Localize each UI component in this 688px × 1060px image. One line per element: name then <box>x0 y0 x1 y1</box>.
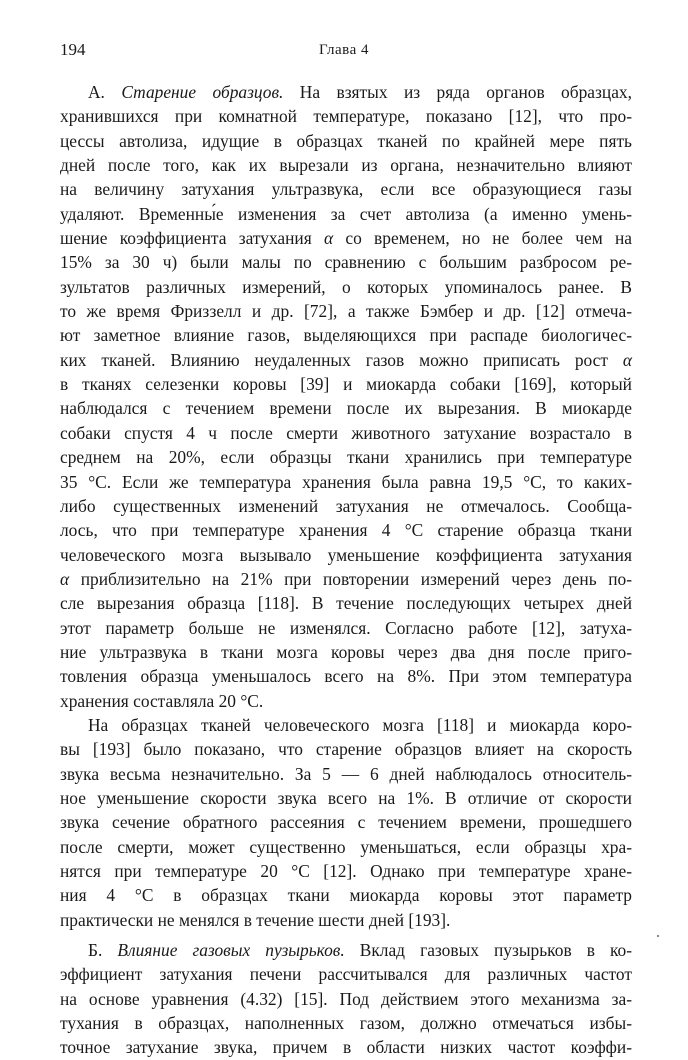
section-a-line: 35 °C. Если же температура хранения была равна 19,5 °C, то каких- <box>60 471 632 492</box>
section-a-line: ние ультразвука в ткани мозга коровы через два дня после приго- <box>60 641 632 662</box>
body-text <box>60 80 632 1060</box>
section-a-line: α приблизительно на 21% при повторении измерений через день по- <box>60 568 632 589</box>
section-a2-line: ное уменьшение скорости звука всего на 1%. В отличие от скорости <box>60 787 632 808</box>
section-a-line: человеческого мозга вызывало уменьшение коэффициента затухания <box>60 544 632 565</box>
section-a2-line: нятся при температуре 20 °C [12]. Однако при температуре хране- <box>60 861 632 881</box>
section-a-line: шение коэффициента затухания α со временем, но не более чем на <box>60 228 633 249</box>
section-a-last-line: хранения составляла 20 °C. <box>60 690 264 711</box>
section-a-line: ют заметное влияние газов, выделяющихся при распаде биологичес- <box>60 325 632 346</box>
section-a2-line: вы [193] было показано, что старение образцов влияет на скорость <box>60 739 632 760</box>
section-a-title: Старение образцов. <box>121 82 284 102</box>
section-a-line: в тканях селезенки коровы [39] и миокарда собаки [169], который <box>60 374 632 395</box>
running-head: Глава 4 <box>319 42 369 58</box>
section-a-first-line-rest: На взятых из ряда органов образцах, <box>299 82 632 102</box>
section-a-line: 15% за 30 ч) были малы по сравнению с большим разбросом ре- <box>60 252 632 273</box>
section-a-line: удаляют. Временны́е изменения за счет автолиза (а именно умень- <box>60 203 632 224</box>
section-b-line: на основе уравнения (4.32) [15]. Под действием этого механизма за- <box>60 988 632 1009</box>
section-a-line: на величину затухания ультразвука, если все образующиеся газы <box>60 179 632 200</box>
section-a-line: этот параметр больше не изменялся. Согласно работе [12], затуха- <box>60 617 632 638</box>
section-a-line: товления образца уменьшалось всего на 8%. При этом температура <box>60 666 632 687</box>
section-b-label: Б. <box>88 940 103 961</box>
section-a-line: либо существенных изменений затухания не отмечалось. Сообща- <box>60 495 632 516</box>
scan-speck <box>657 935 659 937</box>
section-b-line: тухания в образцах, наполненных газом, должно отмечаться избы- <box>60 1013 632 1034</box>
section-a-line: зультатов различных измерений, о которых упоминалось ранее. В <box>60 276 632 297</box>
section-b-first-line-rest: Вклад газовых пузырьков в ко- <box>359 940 632 961</box>
section-a-line: сле вырезания образца [118]. В течение последующих четырех дней <box>60 593 632 614</box>
section-a-line: лось, что при температуре хранения 4 °C старение образца ткани <box>60 520 632 541</box>
section-a-line: ких тканей. Влиянию неудаленных газов можно приписать рост α <box>60 349 632 370</box>
section-a2-last-line: практически не менялся в течение шести дней [193]. <box>60 909 451 930</box>
section-b-lines <box>60 962 632 1059</box>
section-a-line: то же время Фриззелл и др. [72], а также Бэмбер и др. [12] отмеча- <box>60 301 632 322</box>
section-b-line: точное затухание звука, причем в области низких частот коэффи- <box>60 1037 632 1058</box>
section-a-line: хранившихся при комнатной температуре, показано [12], что про- <box>60 106 632 127</box>
section-b <box>60 938 632 1060</box>
section-b-line: эффициент затухания печени рассчитывался для различных частот <box>60 964 632 985</box>
section-a2-line: после смерти, может существенно уменьшаться, если образцы хра- <box>60 836 632 857</box>
section-a-line: собаки спустя 4 ч после смерти животного затухание возрастало в <box>60 422 632 443</box>
section-a-lines <box>60 104 632 688</box>
page-number: 194 <box>60 40 86 59</box>
section-b-title: Влияние газовых пузырьков. <box>117 940 345 961</box>
section-a-line: цессы автолиза, идущие в образцах тканей по крайней мере пять <box>60 130 632 151</box>
section-b-first-line <box>60 938 632 962</box>
section-a2-line: звука сечение обратного рассеяния с течением времени, прошедшего <box>60 812 632 833</box>
section-a2-lines <box>60 737 632 907</box>
section-a-label: А. <box>88 82 105 102</box>
section-a-paragraph-2 <box>60 713 632 932</box>
section-a2-line: ния 4 °C в образцах ткани миокарда коровы этот параметр <box>60 885 632 906</box>
section-a2-first-line: На образцах тканей человеческого мозга [118] и миокарда коро- <box>88 714 632 735</box>
section-a-line: дней после того, как их вырезали из органа, незначительно влияют <box>60 155 632 176</box>
section-a-first-line <box>60 80 632 104</box>
section-a2-line: звука весьма незначительно. За 5 — 6 дней наблюдалось относитель- <box>60 763 632 784</box>
section-a <box>60 80 632 713</box>
section-a-line: наблюдался с течением времени после их вырезания. В миокарде <box>60 398 632 419</box>
section-a-line: среднем на 20%, если образцы ткани хранились при температуре <box>60 447 632 468</box>
